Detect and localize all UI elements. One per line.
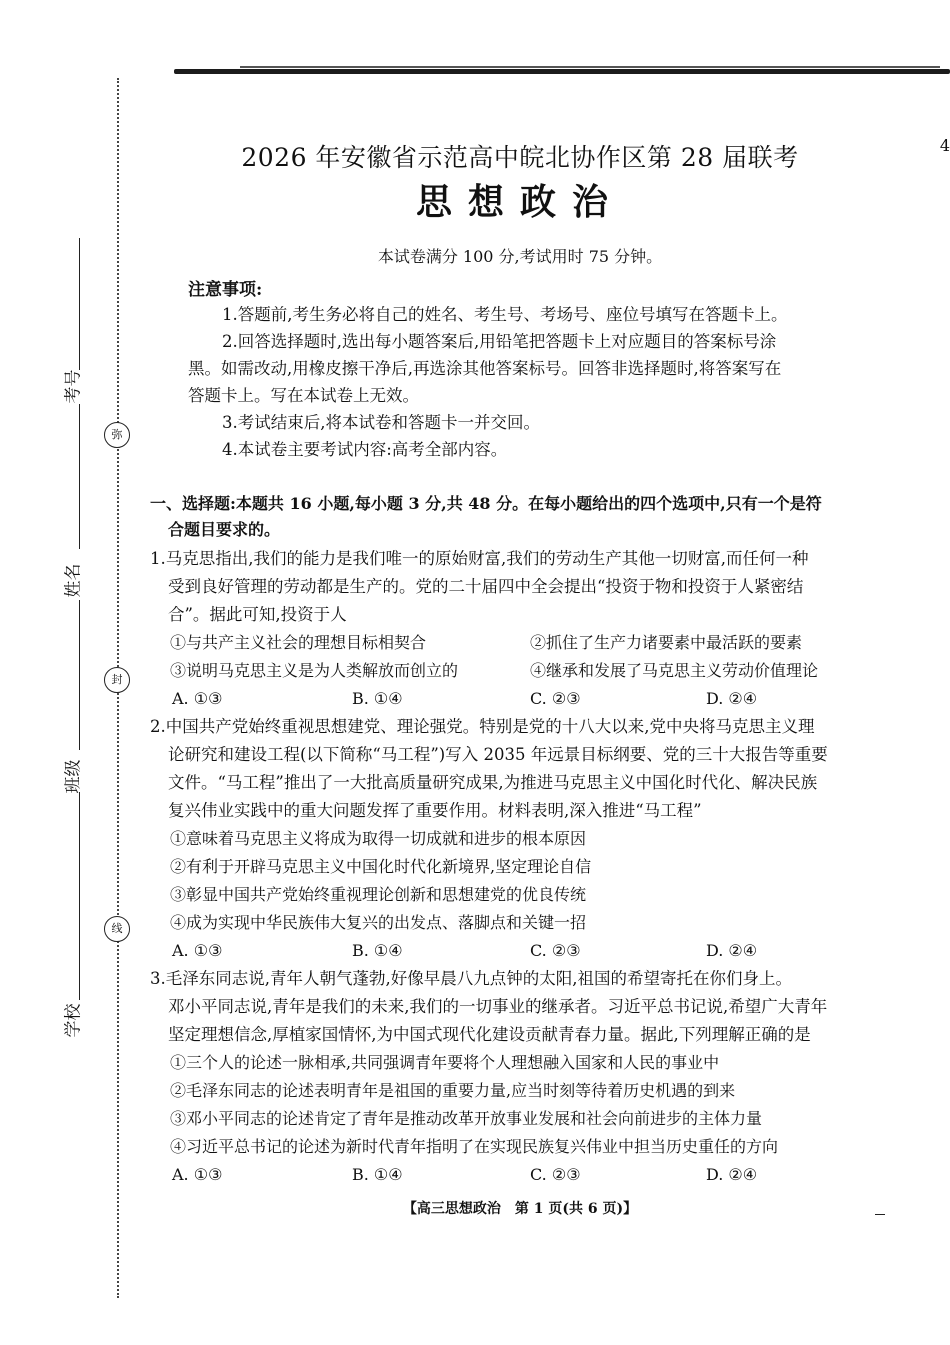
q2-stem: 文件。“马工程”推出了一大批高质量研究成果,为推进马克思主义中国化时代化、解决民族: [168, 773, 818, 792]
q1-statement-3: ③说明马克思主义是为人类解放而创立的: [170, 661, 459, 680]
subject-title: 思想政治: [415, 181, 624, 223]
q2-statement: ②有利于开辟马克思主义中国化时代化新境界,坚定理论自信: [170, 857, 592, 876]
page-mark: 4: [939, 136, 950, 155]
q1-option-d: D. ②④: [706, 689, 758, 708]
seal-feng: 封: [104, 667, 130, 693]
q2-statement: ③彰显中国共产党始终重视理论创新和思想建党的优良传统: [170, 885, 587, 904]
notice-heading: 注意事项:: [188, 280, 263, 300]
q3-stem: 坚定理想信念,厚植家国情怀,为中国式现代化建设贡献青春力量。据此,下列理解正确的是: [168, 1025, 811, 1044]
q1-statement-2: ②抓住了生产力诸要素中最活跃的要素: [530, 633, 803, 652]
q3-statement: ③邓小平同志的论述肯定了青年是推动改革开放事业发展和社会向前进步的主体力量: [170, 1109, 763, 1128]
q2-stem: 2.中国共产党始终重视思想建党、理论强党。特别是党的十八大以来,党中央将马克思主义理: [150, 717, 815, 736]
notice-line: 2.回答选择题时,选出每小题答案后,用铅笔把答题卡上对应题目的答案标号涂: [222, 332, 777, 351]
notice-line: 4.本试卷主要考试内容:高考全部内容。: [222, 440, 508, 459]
q3-option-b: B. ①④: [352, 1165, 403, 1184]
q3-option-d: D. ②④: [706, 1165, 758, 1184]
kaohao-field-line[interactable]: [79, 238, 80, 370]
xuexiao-label: 学校: [63, 1003, 84, 1038]
top-rule-thin: [240, 66, 940, 68]
corner-dash: [875, 1214, 885, 1215]
q1-stem: 受到良好管理的劳动都是生产的。党的二十届四中全会提出“投资于物和投资于人紧密结: [168, 577, 804, 596]
exam-info: 本试卷满分 100 分,考试用时 75 分钟。: [377, 247, 663, 266]
xingming-field-line[interactable]: [79, 404, 80, 549]
q2-statement: ④成为实现中华民族伟大复兴的出发点、落脚点和关键一招: [170, 913, 587, 932]
page-footer: 【高三思想政治 第 1 页(共 6 页)】: [402, 1201, 638, 1217]
q1-statement-4: ④继承和发展了马克思主义劳动价值理论: [530, 661, 819, 680]
section-heading: 一、选择题:本题共 16 小题,每小题 3 分,共 48 分。在每小题给出的四个选项中,只有一个是符: [150, 494, 822, 513]
q1-stem: 合”。据此可知,投资于人: [168, 605, 347, 624]
exam-title: 2026 年安徽省示范高中皖北协作区第 28 届联考: [241, 143, 799, 172]
top-rule: [174, 69, 950, 74]
q3-stem: 3.毛泽东同志说,青年人朝气蓬勃,好像早晨八九点钟的太阳,祖国的希望寄托在你们身上。: [150, 969, 792, 988]
q2-stem: 复兴伟业实践中的重大问题发挥了重要作用。材料表明,深入推进“马工程”: [168, 801, 702, 820]
section-heading-cont: 合题目要求的。: [168, 520, 281, 539]
xingming-label: 姓名: [63, 563, 84, 598]
q2-option-d: D. ②④: [706, 941, 758, 960]
q1-option-a: A. ①③: [172, 689, 223, 708]
q3-statement: ④习近平总书记的论述为新时代青年指明了在实现民族复兴伟业中担当历史重任的方向: [170, 1137, 779, 1156]
q3-statement: ②毛泽东同志的论述表明青年是祖国的重要力量,应当时刻等待着历史机遇的到来: [170, 1081, 736, 1100]
banji-field-line[interactable]: [79, 600, 80, 750]
banji-label: 班级: [63, 759, 84, 794]
q1-stem: 1.马克思指出,我们的能力是我们唯一的原始财富,我们的劳动生产其他一切财富,而任何一种: [150, 549, 809, 568]
xuexiao-field-line[interactable]: [79, 792, 80, 1000]
notice-line: 1.答题前,考生务必将自己的姓名、考生号、考场号、座位号填写在答题卡上。: [222, 305, 788, 324]
q3-statement: ①三个人的论述一脉相承,共同强调青年要将个人理想融入国家和人民的事业中: [170, 1053, 720, 1072]
seal-mi: 弥: [104, 422, 130, 448]
notice-line: 答题卡上。写在本试卷上无效。: [188, 386, 419, 405]
q2-stem: 论研究和建设工程(以下简称“马工程”)写入 2035 年远景目标纲要、党的三十大报告等重要: [168, 745, 828, 764]
seal-xian: 线: [104, 916, 130, 942]
q3-option-a: A. ①③: [172, 1165, 223, 1184]
q2-option-c: C. ②③: [530, 941, 581, 960]
q3-stem: 邓小平同志说,青年是我们的未来,我们的一切事业的继承者。习近平总书记说,希望广大青年: [168, 997, 828, 1016]
notice-line: 黑。如需改动,用橡皮擦干净后,再选涂其他答案标号。回答非选择题时,将答案写在: [188, 359, 782, 378]
notice-line: 3.考试结束后,将本试卷和答题卡一并交回。: [222, 413, 540, 432]
q2-statement: ①意味着马克思主义将成为取得一切成就和进步的根本原因: [170, 829, 587, 848]
q1-option-c: C. ②③: [530, 689, 581, 708]
kaohao-label: 考号: [63, 369, 84, 404]
q2-option-b: B. ①④: [352, 941, 403, 960]
q2-option-a: A. ①③: [172, 941, 223, 960]
q1-statement-1: ①与共产主义社会的理想目标相契合: [170, 633, 427, 652]
q1-option-b: B. ①④: [352, 689, 403, 708]
q3-option-c: C. ②③: [530, 1165, 581, 1184]
